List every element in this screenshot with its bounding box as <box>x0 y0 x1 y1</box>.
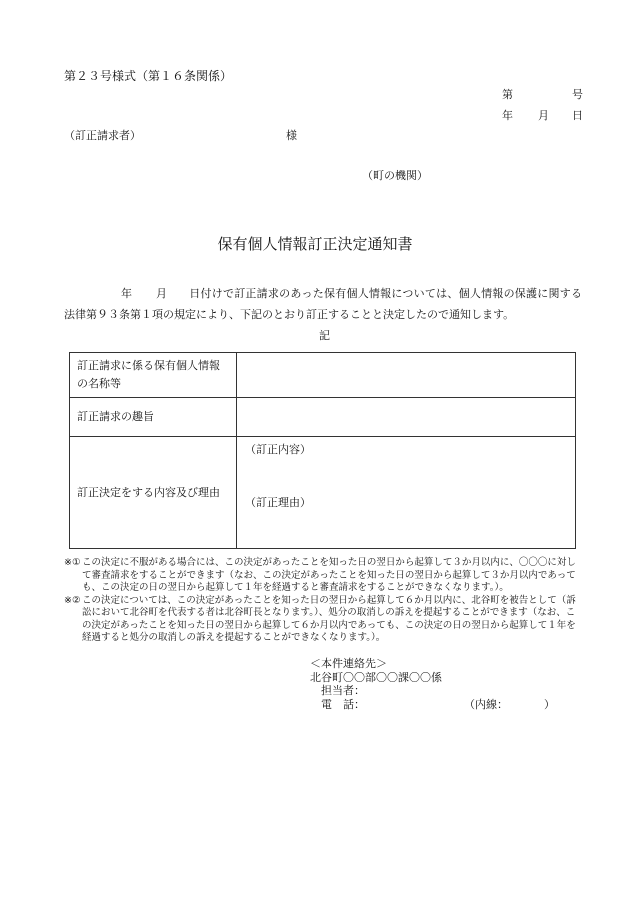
contact-extension-label: （内線： <box>464 697 508 711</box>
honorific: 様 <box>286 129 297 142</box>
row3-label: 訂正決定をする内容及び理由 <box>70 437 237 549</box>
row3-sub2: （訂正理由） <box>245 496 311 509</box>
table-row <box>70 398 576 437</box>
table-row <box>70 437 576 549</box>
row1-value <box>237 353 576 398</box>
note-2-text: この決定については、この決定があったことを知った日の翌日から起算して６か月以内に、北谷町を被告として（訴訟において北谷町を代表する者は北谷町長となります。）、処分の取消しの訴えを提起することができます（なお、この決定があったことを知った日の翌日から起算して６か月以内であっても、この決定の日の翌日から起算して１年を経過すると処分の取消しの訴えを提起することができなくなります。）。 <box>82 594 576 643</box>
contact-block <box>310 657 555 711</box>
row2-value <box>237 398 576 437</box>
body-month-label: 月 <box>156 287 167 300</box>
doc-number-suffix: 号 <box>572 88 583 101</box>
row3-value <box>237 437 576 549</box>
row1-label-line1: 訂正請求に係る保有個人情報 <box>77 359 220 372</box>
note-2 <box>64 595 582 645</box>
date-year-label: 年 <box>502 109 513 122</box>
row1-label-line2: の名称等 <box>77 377 121 390</box>
contact-extension-close: ） <box>544 697 555 711</box>
body-text: 日付けで訂正請求のあった保有個人情報については、個人情報の保護に関する法律第９３条第１項の規定により、下記のとおり訂正することと決定したので通知します。 <box>64 287 582 321</box>
row2-label: 訂正請求の趣旨 <box>70 398 237 437</box>
document-title: 保有個人情報訂正決定通知書 <box>217 235 413 253</box>
contact-phone-label: 電 話： <box>321 697 365 711</box>
date-month-label: 月 <box>538 109 549 122</box>
ki-marker: 記 <box>319 329 330 342</box>
contact-person: 担当者： <box>321 684 365 697</box>
decision-table <box>69 352 576 549</box>
form-number: 第２３号様式（第１６条関係） <box>64 69 233 83</box>
contact-heading: ＜本件連絡先＞ <box>310 657 387 670</box>
note-2-mark: ※② <box>64 594 81 606</box>
body-paragraph <box>64 283 582 325</box>
agency-label: （町の機関） <box>362 169 428 182</box>
note-1 <box>64 557 582 595</box>
date-day-label: 日 <box>572 109 583 122</box>
contact-department: 北谷町〇〇部〇〇課〇〇係 <box>310 670 442 684</box>
note-1-mark: ※① <box>64 557 81 568</box>
contact-phone-row <box>310 697 555 712</box>
requester-label: （訂正請求者） <box>64 129 141 142</box>
notes <box>64 557 582 645</box>
row1-label <box>70 353 237 398</box>
row3-sub1: （訂正内容） <box>245 443 311 456</box>
body-year-label: 年 <box>121 287 132 300</box>
doc-number-prefix: 第 <box>502 88 513 101</box>
note-1-text: この決定に不服がある場合には、この決定があったことを知った日の翌日から起算して３か月以内に、〇〇〇に対して審査請求をすることができます（なお、この決定があったことを知った日の翌日から起算して３か月以内であっても、この決定の日の翌日から起算して１年を経過すると審査請求をすることができなくなります。）。 <box>82 557 576 593</box>
table-row <box>70 353 576 398</box>
